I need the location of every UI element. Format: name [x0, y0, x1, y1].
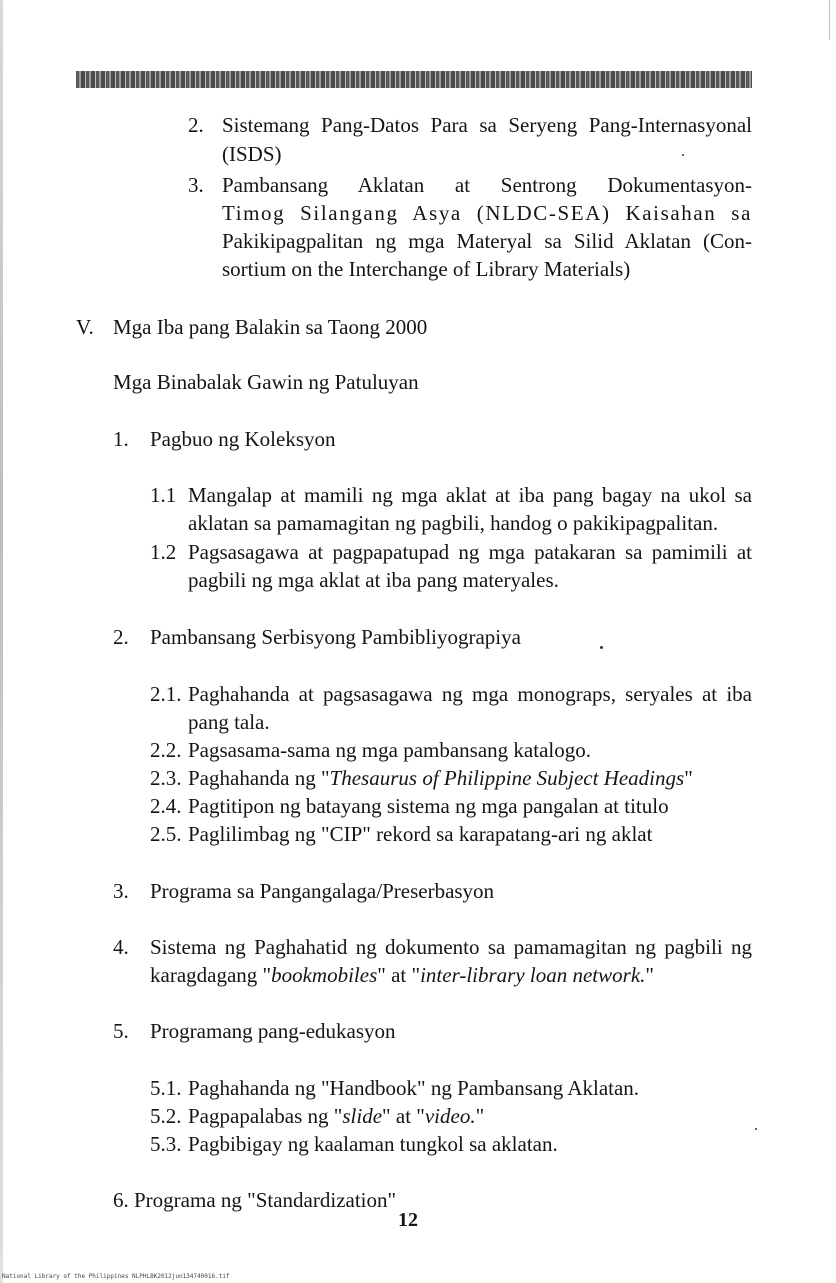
scan-speck [682, 154, 684, 156]
subitem-text: Paghahanda at pagsasagawa ng mga monograps, seryales at iba [188, 682, 752, 706]
subitem-number: 2.1. [150, 682, 182, 706]
list-item-text: (ISDS) [222, 142, 282, 166]
subitem-text [188, 766, 693, 792]
scan-speck [600, 646, 603, 649]
subitem-text [188, 1104, 484, 1130]
item-title: 6. Programa ng "Standardization" [113, 1188, 397, 1212]
subitem-text: pang tala. [188, 710, 270, 734]
subitem-number: 1.2 [150, 540, 177, 564]
subitem-number: 5.2. [150, 1104, 182, 1128]
italic-term: inter-library loan network. [420, 963, 646, 987]
item-title: Programang pang-edukasyon [150, 1019, 396, 1043]
item-text [150, 963, 654, 989]
subitem-text: Mangalap at mamili ng mga aklat at iba pang bagay na ukol sa [188, 483, 752, 507]
item-number: 4. [113, 935, 129, 959]
item-number: 2. [113, 625, 129, 649]
item-number: 3. [113, 879, 129, 903]
page-edge [0, 0, 3, 1283]
page-number: 12 [398, 1209, 418, 1231]
subitem-number: 2.3. [150, 766, 182, 790]
text-segment: " [475, 1104, 485, 1128]
subitem-number: 5.1. [150, 1076, 182, 1100]
list-item-text: Sistemang Pang-Datos Para sa Seryeng Pang-Internasyonal [222, 113, 752, 137]
text-segment: karagdagang " [150, 963, 272, 987]
list-item-text: Pambansang Aklatan at Sentrong Dokumentasyon- [222, 173, 752, 197]
italic-term: slide [342, 1104, 383, 1128]
subitem-text: Pagsasama-sama ng mga pambansang katalogo. [188, 738, 591, 762]
text-segment: Pagpapalabas ng " [188, 1104, 343, 1128]
subitem-text: Paghahanda ng "Handbook" ng Pambansang Aklatan. [188, 1076, 640, 1100]
item-text: Sistema ng Paghahatid ng dokumento sa pamamagitan ng pagbili ng [150, 935, 752, 959]
item-title: Pambansang Serbisyong Pambibliyograpiya [150, 625, 521, 649]
item-number: 2. [188, 113, 204, 137]
subitem-number: 2.4. [150, 794, 182, 818]
italic-term: video. [424, 1104, 476, 1128]
text-segment: " at " [382, 1104, 425, 1128]
item-number: 1. [113, 427, 129, 451]
subitem-number: 1.1 [150, 483, 177, 507]
italic-title: Thesaurus of Philippine Subject Headings [329, 766, 685, 790]
subitem-number: 2.2. [150, 738, 182, 762]
text-segment: " at " [377, 963, 421, 987]
list-item-text: Timog Silangang Asya (NLDC-SEA) Kaisahan sa [222, 201, 752, 225]
list-item-text: sortium on the Interchange of Library Materials) [222, 257, 631, 281]
subitem-number: 5.3. [150, 1132, 182, 1156]
scan-footer: National Library of the Philippines NLPHLBK2012jun134740016.tif [2, 1273, 230, 1280]
subheading: Mga Binabalak Gawin ng Patuluyan [113, 370, 419, 394]
subitem-text: aklatan sa pamamagitan ng pagbili, handog o pakikipagpalitan. [188, 511, 719, 535]
subitem-text: Paglilimbag ng "CIP" rekord sa karapatang-ari ng aklat [188, 822, 653, 846]
subitem-number: 2.5. [150, 822, 182, 846]
subitem-text: pagbili ng mga aklat at iba pang materyales. [188, 568, 559, 592]
subitem-text: Pagtitipon ng batayang sistema ng mga pangalan at titulo [188, 794, 669, 818]
section-title: Mga Iba pang Balakin sa Taong 2000 [113, 315, 428, 339]
scan-header-band [76, 71, 752, 88]
item-number: 5. [113, 1019, 129, 1043]
page-edge-mark [829, 0, 830, 40]
item-number: 3. [188, 173, 204, 197]
text-segment: Paghahanda ng " [188, 766, 330, 790]
text-segment: " [684, 766, 693, 790]
item-title: Programa sa Pangangalaga/Preserbasyon [150, 879, 495, 903]
subitem-text: Pagsasagawa at pagpapatupad ng mga patakaran sa pamimili at [188, 540, 752, 564]
list-item-text: Pakikipagpalitan ng mga Materyal sa Silid Aklatan (Con- [222, 229, 752, 253]
text-segment: " [645, 963, 654, 987]
scan-speck [755, 1128, 757, 1130]
italic-term: bookmobiles [271, 963, 378, 987]
subitem-text: Pagbibigay ng kaalaman tungkol sa aklatan. [188, 1132, 558, 1156]
item-title: Pagbuo ng Koleksyon [150, 427, 336, 451]
section-number: V. [76, 315, 94, 339]
